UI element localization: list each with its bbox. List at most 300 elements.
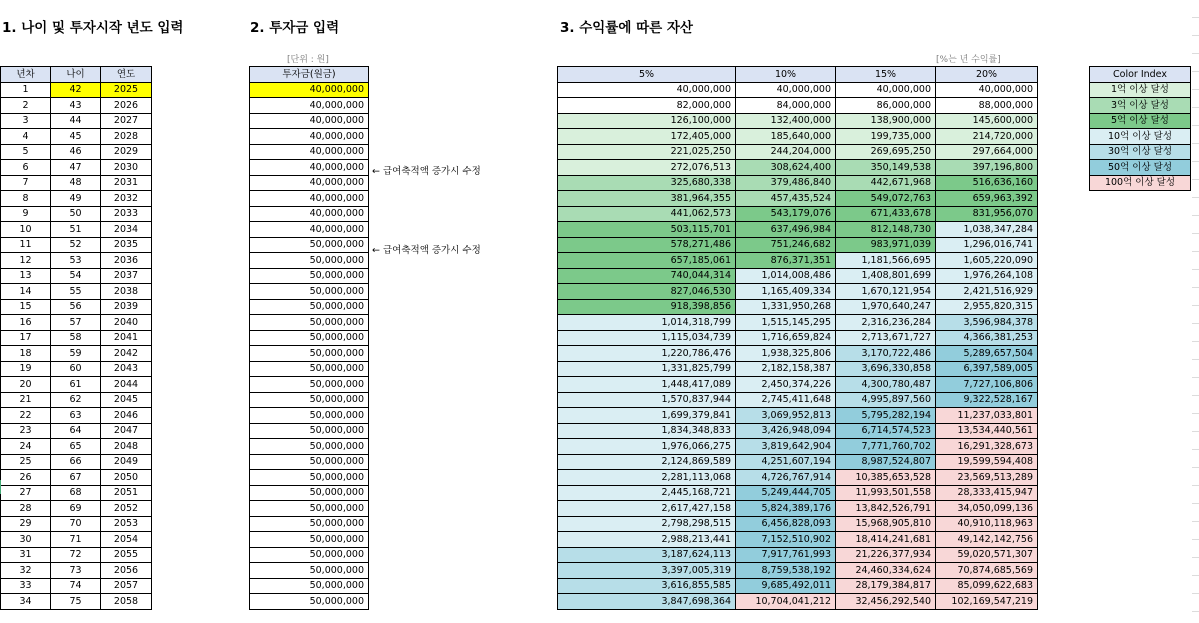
- age-cell: 47: [51, 160, 101, 176]
- age-cell: 63: [51, 408, 101, 424]
- asset-value-cell: 82,000,000: [558, 98, 736, 114]
- table-row: [1, 346, 152, 362]
- asset-value-cell: 138,900,000: [836, 113, 936, 129]
- table-row: [250, 485, 369, 501]
- asset-value-cell: 199,735,000: [836, 129, 936, 145]
- asset-value-cell: 9,685,492,011: [736, 578, 836, 594]
- asset-value-cell: 2,988,213,441: [558, 532, 736, 548]
- investment-cell[interactable]: 40,000,000: [250, 222, 369, 238]
- asset-value-cell: 10,385,653,528: [836, 470, 936, 486]
- age-cell: 44: [51, 113, 101, 129]
- table-row: [250, 175, 369, 191]
- investment-cell[interactable]: 50,000,000: [250, 578, 369, 594]
- asset-value-cell: 2,713,671,727: [836, 330, 936, 346]
- year-number-cell: 1: [1, 82, 51, 98]
- asset-value-cell: 1,220,786,476: [558, 346, 736, 362]
- investment-cell[interactable]: 40,000,000: [250, 144, 369, 160]
- year-number-cell: 9: [1, 206, 51, 222]
- unit-label: [단위 : 원]: [287, 55, 329, 65]
- table-row: [1, 330, 152, 346]
- asset-value-cell: 3,596,984,378: [936, 315, 1038, 331]
- asset-value-cell: 5,824,389,176: [736, 501, 836, 517]
- investment-cell[interactable]: 50,000,000: [250, 501, 369, 517]
- investment-cell[interactable]: 50,000,000: [250, 237, 369, 253]
- asset-value-cell: 13,534,440,561: [936, 423, 1038, 439]
- legend-row: [1090, 82, 1191, 98]
- year-cell[interactable]: 2025: [101, 82, 152, 98]
- asset-value-cell: 2,182,158,387: [736, 361, 836, 377]
- year-number-cell: 3: [1, 113, 51, 129]
- table-row: [1, 408, 152, 424]
- year-cell: 2029: [101, 144, 152, 160]
- asset-value-cell: 221,025,250: [558, 144, 736, 160]
- year-cell: 2053: [101, 516, 152, 532]
- asset-value-cell: 1,296,016,741: [936, 237, 1038, 253]
- investment-cell[interactable]: 50,000,000: [250, 563, 369, 579]
- table-row: [1, 82, 152, 98]
- asset-value-cell: 918,398,856: [558, 299, 736, 315]
- asset-value-cell: 214,720,000: [936, 129, 1038, 145]
- age-year-table: [0, 66, 152, 610]
- year-number-cell: 7: [1, 175, 51, 191]
- legend-row: [1090, 129, 1191, 145]
- table-row: [250, 392, 369, 408]
- year-cell: 2054: [101, 532, 152, 548]
- age-cell: 62: [51, 392, 101, 408]
- year-number-cell: 23: [1, 423, 51, 439]
- table-row: [558, 547, 1038, 563]
- table-row: [1, 392, 152, 408]
- year-cell: 2051: [101, 485, 152, 501]
- investment-cell[interactable]: 50,000,000: [250, 423, 369, 439]
- table-row: [558, 191, 1038, 207]
- asset-value-cell: 442,671,968: [836, 175, 936, 191]
- table-row: [558, 516, 1038, 532]
- asset-value-cell: 543,179,076: [736, 206, 836, 222]
- year-number-cell: 14: [1, 284, 51, 300]
- table-row: [250, 284, 369, 300]
- table-row: [1, 175, 152, 191]
- asset-value-cell: 441,062,573: [558, 206, 736, 222]
- asset-value-cell: 4,366,381,253: [936, 330, 1038, 346]
- asset-value-cell: 24,460,334,624: [836, 563, 936, 579]
- investment-cell[interactable]: 40,000,000: [250, 175, 369, 191]
- table-row: [1, 284, 152, 300]
- table-row: [250, 470, 369, 486]
- table-row: [558, 485, 1038, 501]
- investment-cell[interactable]: 40,000,000: [250, 113, 369, 129]
- year-number-cell: 13: [1, 268, 51, 284]
- asset-value-cell: 578,271,486: [558, 237, 736, 253]
- table-row: [558, 144, 1038, 160]
- investment-cell[interactable]: 50,000,000: [250, 532, 369, 548]
- table-row: [250, 563, 369, 579]
- investment-table: [249, 66, 369, 610]
- age-cell: 55: [51, 284, 101, 300]
- asset-value-cell: 11,237,033,801: [936, 408, 1038, 424]
- asset-value-cell: 4,726,767,914: [736, 470, 836, 486]
- year-number-cell: 25: [1, 454, 51, 470]
- year-number-cell: 21: [1, 392, 51, 408]
- asset-value-cell: 70,874,685,569: [936, 563, 1038, 579]
- age-cell: 68: [51, 485, 101, 501]
- year-number-cell: 19: [1, 361, 51, 377]
- year-cell: 2056: [101, 563, 152, 579]
- investment-cell[interactable]: 50,000,000: [250, 392, 369, 408]
- table-row: [1, 439, 152, 455]
- legend-row: [1090, 175, 1191, 191]
- table-row: [1, 423, 152, 439]
- year-number-cell: 15: [1, 299, 51, 315]
- asset-value-cell: 659,963,392: [936, 191, 1038, 207]
- table-row: [250, 129, 369, 145]
- table-row: [250, 268, 369, 284]
- asset-value-cell: 11,993,501,558: [836, 485, 936, 501]
- year-number-cell: 26: [1, 470, 51, 486]
- table-row: [250, 594, 369, 610]
- year-number-cell: 5: [1, 144, 51, 160]
- asset-value-cell: 18,414,241,681: [836, 532, 936, 548]
- year-cell: 2047: [101, 423, 152, 439]
- investment-cell[interactable]: 50,000,000: [250, 594, 369, 610]
- header-rate-15: 15%: [836, 67, 936, 83]
- table-row: [1, 501, 152, 517]
- asset-value-cell: 379,486,840: [736, 175, 836, 191]
- header-rate-20: 20%: [936, 67, 1038, 83]
- asset-value-cell: 3,397,005,319: [558, 563, 736, 579]
- table-row: [250, 330, 369, 346]
- asset-value-cell: 34,050,099,136: [936, 501, 1038, 517]
- table-row: [1, 206, 152, 222]
- investment-cell[interactable]: 40,000,000: [250, 98, 369, 114]
- asset-value-cell: 6,714,574,523: [836, 423, 936, 439]
- year-number-cell: 18: [1, 346, 51, 362]
- asset-value-cell: 1,834,348,833: [558, 423, 736, 439]
- year-cell: 2050: [101, 470, 152, 486]
- investment-cell[interactable]: 40,000,000: [250, 129, 369, 145]
- table-row: [558, 392, 1038, 408]
- asset-value-cell: 1,605,220,090: [936, 253, 1038, 269]
- year-number-cell: 29: [1, 516, 51, 532]
- table-row: [558, 408, 1038, 424]
- year-cell: 2034: [101, 222, 152, 238]
- asset-value-cell: 1,670,121,954: [836, 284, 936, 300]
- table-row: [250, 532, 369, 548]
- year-number-cell: 10: [1, 222, 51, 238]
- year-number-cell: 4: [1, 129, 51, 145]
- investment-cell[interactable]: 50,000,000: [250, 299, 369, 315]
- age-cell: 64: [51, 423, 101, 439]
- asset-value-cell: 1,115,034,739: [558, 330, 736, 346]
- year-cell: 2048: [101, 439, 152, 455]
- table-row: [1, 237, 152, 253]
- table-row: [558, 563, 1038, 579]
- year-number-cell: 6: [1, 160, 51, 176]
- age-cell: 51: [51, 222, 101, 238]
- investment-cell[interactable]: 40,000,000: [250, 206, 369, 222]
- table-row: [558, 454, 1038, 470]
- table-row: [250, 315, 369, 331]
- asset-value-cell: 1,448,417,089: [558, 377, 736, 393]
- asset-value-cell: 7,771,760,702: [836, 439, 936, 455]
- asset-value-cell: 1,014,008,486: [736, 268, 836, 284]
- table-row: [250, 98, 369, 114]
- investment-cell[interactable]: 40,000,000: [250, 160, 369, 176]
- legend-row: [1090, 98, 1191, 114]
- asset-value-cell: 827,046,530: [558, 284, 736, 300]
- asset-value-cell: 2,955,820,315: [936, 299, 1038, 315]
- asset-value-cell: 1,331,950,268: [736, 299, 836, 315]
- year-number-cell: 24: [1, 439, 51, 455]
- table-row: [250, 547, 369, 563]
- investment-cell[interactable]: 50,000,000: [250, 408, 369, 424]
- table-row: [558, 377, 1038, 393]
- row-marker: [0, 480, 1, 494]
- year-cell: 2043: [101, 361, 152, 377]
- asset-value-cell: 185,640,000: [736, 129, 836, 145]
- table-row: [1, 98, 152, 114]
- table-row: [1, 563, 152, 579]
- year-cell: 2041: [101, 330, 152, 346]
- age-cell: 57: [51, 315, 101, 331]
- table-row: [250, 237, 369, 253]
- year-number-cell: 11: [1, 237, 51, 253]
- asset-value-cell: 1,038,347,284: [936, 222, 1038, 238]
- year-number-cell: 16: [1, 315, 51, 331]
- header-year-number: 년차: [1, 67, 51, 83]
- table-row: [558, 578, 1038, 594]
- table-row: [558, 222, 1038, 238]
- asset-value-cell: 49,142,142,756: [936, 532, 1038, 548]
- investment-cell[interactable]: 50,000,000: [250, 377, 369, 393]
- investment-cell[interactable]: 40,000,000: [250, 82, 369, 98]
- legend-item: 1억 이상 달성: [1090, 82, 1191, 98]
- asset-value-cell: 7,727,106,806: [936, 377, 1038, 393]
- age-cell: 50: [51, 206, 101, 222]
- asset-value-cell: 5,289,657,504: [936, 346, 1038, 362]
- table-row: [558, 594, 1038, 610]
- investment-cell[interactable]: 50,000,000: [250, 470, 369, 486]
- table-row: [250, 206, 369, 222]
- asset-value-cell: 1,014,318,799: [558, 315, 736, 331]
- year-cell: 2035: [101, 237, 152, 253]
- legend-item: 10억 이상 달성: [1090, 129, 1191, 145]
- asset-value-cell: 308,624,400: [736, 160, 836, 176]
- table-row: [250, 578, 369, 594]
- asset-value-cell: 1,165,409,334: [736, 284, 836, 300]
- investment-cell[interactable]: 50,000,000: [250, 361, 369, 377]
- asset-value-cell: 751,246,682: [736, 237, 836, 253]
- table-row: [1, 454, 152, 470]
- age-cell: 54: [51, 268, 101, 284]
- age-cell: 75: [51, 594, 101, 610]
- asset-value-cell: 2,316,236,284: [836, 315, 936, 331]
- table-row: [250, 113, 369, 129]
- table-row: [558, 346, 1038, 362]
- year-cell: 2049: [101, 454, 152, 470]
- investment-cell[interactable]: 50,000,000: [250, 439, 369, 455]
- year-cell: 2031: [101, 175, 152, 191]
- asset-value-cell: 40,910,118,963: [936, 516, 1038, 532]
- table-row: [250, 501, 369, 517]
- year-cell: 2027: [101, 113, 152, 129]
- asset-value-cell: 3,426,948,094: [736, 423, 836, 439]
- asset-value-cell: 132,400,000: [736, 113, 836, 129]
- year-cell: 2052: [101, 501, 152, 517]
- asset-value-cell: 269,695,250: [836, 144, 936, 160]
- table-row: [558, 315, 1038, 331]
- legend-item: 50억 이상 달성: [1090, 160, 1191, 176]
- asset-value-cell: 1,716,659,824: [736, 330, 836, 346]
- asset-value-cell: 272,076,513: [558, 160, 736, 176]
- year-cell: 2042: [101, 346, 152, 362]
- age-cell: 73: [51, 563, 101, 579]
- table-row: [1, 113, 152, 129]
- investment-cell[interactable]: 50,000,000: [250, 454, 369, 470]
- asset-value-cell: 21,226,377,934: [836, 547, 936, 563]
- asset-value-cell: 7,917,761,993: [736, 547, 836, 563]
- year-number-cell: 2: [1, 98, 51, 114]
- table-row: [558, 129, 1038, 145]
- asset-value-cell: 145,600,000: [936, 113, 1038, 129]
- table-row: [558, 439, 1038, 455]
- investment-cell[interactable]: 50,000,000: [250, 516, 369, 532]
- legend-row: [1090, 113, 1191, 129]
- asset-value-cell: 23,569,513,289: [936, 470, 1038, 486]
- table-row: [558, 113, 1038, 129]
- asset-value-cell: 3,696,330,858: [836, 361, 936, 377]
- salary-note-2: ← 급여축적액 증가시 수정: [372, 245, 481, 256]
- asset-value-cell: 1,699,379,841: [558, 408, 736, 424]
- investment-cell[interactable]: 50,000,000: [250, 346, 369, 362]
- asset-value-cell: 172,405,000: [558, 129, 736, 145]
- asset-value-cell: 5,795,282,194: [836, 408, 936, 424]
- asset-value-cell: 350,149,538: [836, 160, 936, 176]
- legend-item: 30억 이상 달성: [1090, 144, 1191, 160]
- age-cell: 59: [51, 346, 101, 362]
- table-row: [1, 299, 152, 315]
- asset-value-cell: 1,570,837,944: [558, 392, 736, 408]
- table-row: [1, 144, 152, 160]
- legend-item: 3억 이상 달성: [1090, 98, 1191, 114]
- table-row: [250, 144, 369, 160]
- year-number-cell: 33: [1, 578, 51, 594]
- table-row: [558, 82, 1038, 98]
- table-row: [1, 578, 152, 594]
- asset-value-cell: 397,196,800: [936, 160, 1038, 176]
- year-cell: 2038: [101, 284, 152, 300]
- asset-value-cell: 19,599,594,408: [936, 454, 1038, 470]
- table-row: [250, 346, 369, 362]
- asset-value-cell: 8,987,524,807: [836, 454, 936, 470]
- asset-value-cell: 3,069,952,813: [736, 408, 836, 424]
- age-cell: 43: [51, 98, 101, 114]
- header-rate-5: 5%: [558, 67, 736, 83]
- investment-cell[interactable]: 50,000,000: [250, 315, 369, 331]
- age-cell: 46: [51, 144, 101, 160]
- legend-row: [1090, 160, 1191, 176]
- asset-value-cell: 32,456,292,540: [836, 594, 936, 610]
- age-cell: 61: [51, 377, 101, 393]
- table-row: [558, 284, 1038, 300]
- year-cell: 2026: [101, 98, 152, 114]
- asset-value-cell: 1,181,566,695: [836, 253, 936, 269]
- investment-cell[interactable]: 50,000,000: [250, 547, 369, 563]
- asset-value-cell: 671,433,678: [836, 206, 936, 222]
- table-row: [250, 439, 369, 455]
- asset-value-cell: 85,099,622,683: [936, 578, 1038, 594]
- color-index-legend: [1089, 66, 1191, 191]
- year-cell: 2046: [101, 408, 152, 424]
- age-cell[interactable]: 42: [51, 82, 101, 98]
- table-row: [558, 361, 1038, 377]
- age-cell: 45: [51, 129, 101, 145]
- year-number-cell: 30: [1, 532, 51, 548]
- investment-cell[interactable]: 50,000,000: [250, 268, 369, 284]
- asset-value-cell: 40,000,000: [558, 82, 736, 98]
- asset-value-cell: 102,169,547,219: [936, 594, 1038, 610]
- asset-value-cell: 637,496,984: [736, 222, 836, 238]
- table-row: [1, 532, 152, 548]
- asset-value-cell: 4,300,780,487: [836, 377, 936, 393]
- year-cell: 2044: [101, 377, 152, 393]
- investment-cell[interactable]: 50,000,000: [250, 253, 369, 269]
- year-number-cell: 34: [1, 594, 51, 610]
- asset-value-cell: 3,187,624,113: [558, 547, 736, 563]
- asset-value-cell: 549,072,763: [836, 191, 936, 207]
- salary-note-1: ← 급여축적액 증가시 수정: [372, 166, 481, 177]
- asset-value-cell: 86,000,000: [836, 98, 936, 114]
- year-number-cell: 12: [1, 253, 51, 269]
- year-cell: 2030: [101, 160, 152, 176]
- asset-value-cell: 28,179,384,817: [836, 578, 936, 594]
- asset-value-cell: 8,759,538,192: [736, 563, 836, 579]
- investment-cell[interactable]: 50,000,000: [250, 330, 369, 346]
- asset-value-cell: 3,170,722,486: [836, 346, 936, 362]
- asset-value-cell: 297,664,000: [936, 144, 1038, 160]
- table-row: [558, 532, 1038, 548]
- asset-value-cell: 1,970,640,247: [836, 299, 936, 315]
- table-row: [1, 485, 152, 501]
- age-cell: 60: [51, 361, 101, 377]
- year-cell: 2033: [101, 206, 152, 222]
- table-row: [250, 253, 369, 269]
- investment-cell[interactable]: 50,000,000: [250, 284, 369, 300]
- asset-value-cell: 40,000,000: [736, 82, 836, 98]
- year-number-cell: 20: [1, 377, 51, 393]
- table-row: [1, 516, 152, 532]
- table-row: [558, 330, 1038, 346]
- asset-value-cell: 831,956,070: [936, 206, 1038, 222]
- year-cell: 2055: [101, 547, 152, 563]
- asset-value-cell: 1,976,264,108: [936, 268, 1038, 284]
- asset-value-cell: 244,204,000: [736, 144, 836, 160]
- year-number-cell: 31: [1, 547, 51, 563]
- asset-value-cell: 1,976,066,275: [558, 439, 736, 455]
- asset-value-cell: 516,636,160: [936, 175, 1038, 191]
- year-number-cell: 28: [1, 501, 51, 517]
- asset-value-cell: 9,322,528,167: [936, 392, 1038, 408]
- table-row: [250, 454, 369, 470]
- investment-cell[interactable]: 50,000,000: [250, 485, 369, 501]
- table-row: [558, 175, 1038, 191]
- table-row: [1, 361, 152, 377]
- investment-cell[interactable]: 40,000,000: [250, 191, 369, 207]
- asset-value-cell: 2,124,869,589: [558, 454, 736, 470]
- asset-value-cell: 2,798,298,515: [558, 516, 736, 532]
- asset-value-cell: 983,971,039: [836, 237, 936, 253]
- legend-item: 100억 이상 달성: [1090, 175, 1191, 191]
